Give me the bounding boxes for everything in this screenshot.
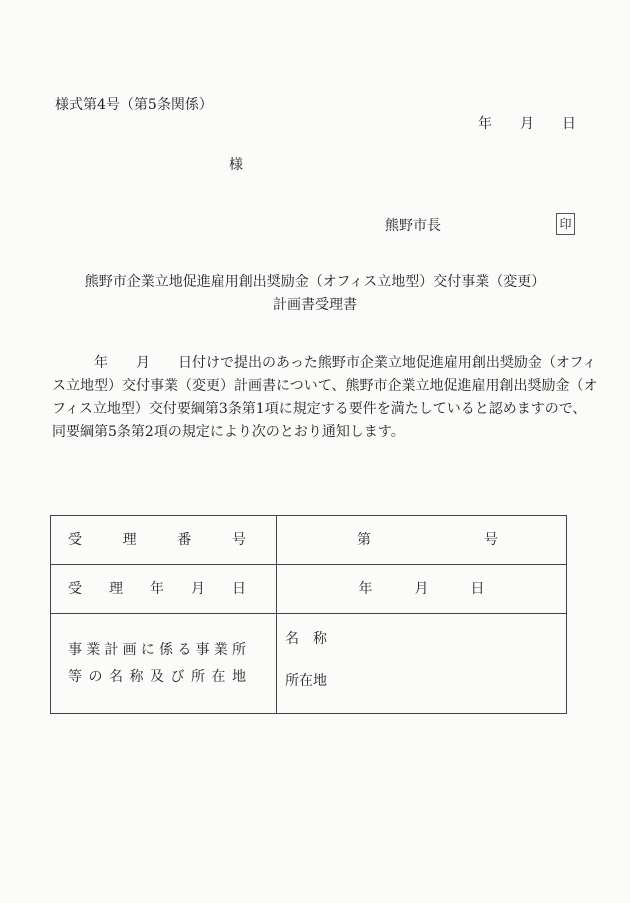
body-line: フィス立地型）交付要綱第3条第1項に規定する要件を満たしていると認めますので、 <box>52 401 587 417</box>
addressee-honorific: 様 <box>229 157 243 173</box>
document-title-line1: 熊野市企業立地促進雇用創出奨励金（オフィス立地型）交付事業（変更） <box>84 274 546 290</box>
receipt-number-prefix: 第 <box>357 532 371 548</box>
receipt-date-label-cell <box>51 565 277 614</box>
body-line: 同要綱第5条第2項の規定により次のとおり通知します。 <box>52 424 405 440</box>
receipt-number-label: 受 理 番 号 <box>68 532 246 548</box>
seal-box <box>556 213 575 235</box>
body-paragraph <box>52 352 597 444</box>
body-line: ス立地型）交付事業（変更）計画書について、熊野市企業立地促進雇用創出奨励金（オ <box>52 378 598 394</box>
issuer-title: 熊野市長 <box>385 218 441 234</box>
document-title-line2: 計画書受理書 <box>273 297 357 313</box>
receipt-number-suffix: 号 <box>484 532 498 548</box>
office-label-line2: 等の名称及び所在地 <box>68 668 246 685</box>
seal-label: 印 <box>559 217 572 231</box>
body-line: 年 月 日付けで提出のあった熊野市企業立地促進雇用創出奨励金（オフィ <box>52 355 597 371</box>
receipt-date-value-cell <box>277 565 566 614</box>
receipt-date-label: 受 理 年 月 日 <box>68 581 246 597</box>
office-value-cell <box>277 614 566 713</box>
issue-date-line: 年 月 日 <box>478 116 576 132</box>
reception-table <box>50 515 567 714</box>
office-label-cell <box>51 614 277 713</box>
office-name-label: 名 称 <box>285 631 327 647</box>
receipt-number-label-cell <box>51 516 277 565</box>
form-number: 様式第4号（第5条関係） <box>55 97 213 113</box>
receipt-date-value: 年 月 日 <box>358 581 485 597</box>
office-address-label: 所在地 <box>285 673 327 689</box>
receipt-number-value-cell <box>277 516 566 565</box>
office-label-line1: 事業計画に係る事業所 <box>68 641 246 658</box>
